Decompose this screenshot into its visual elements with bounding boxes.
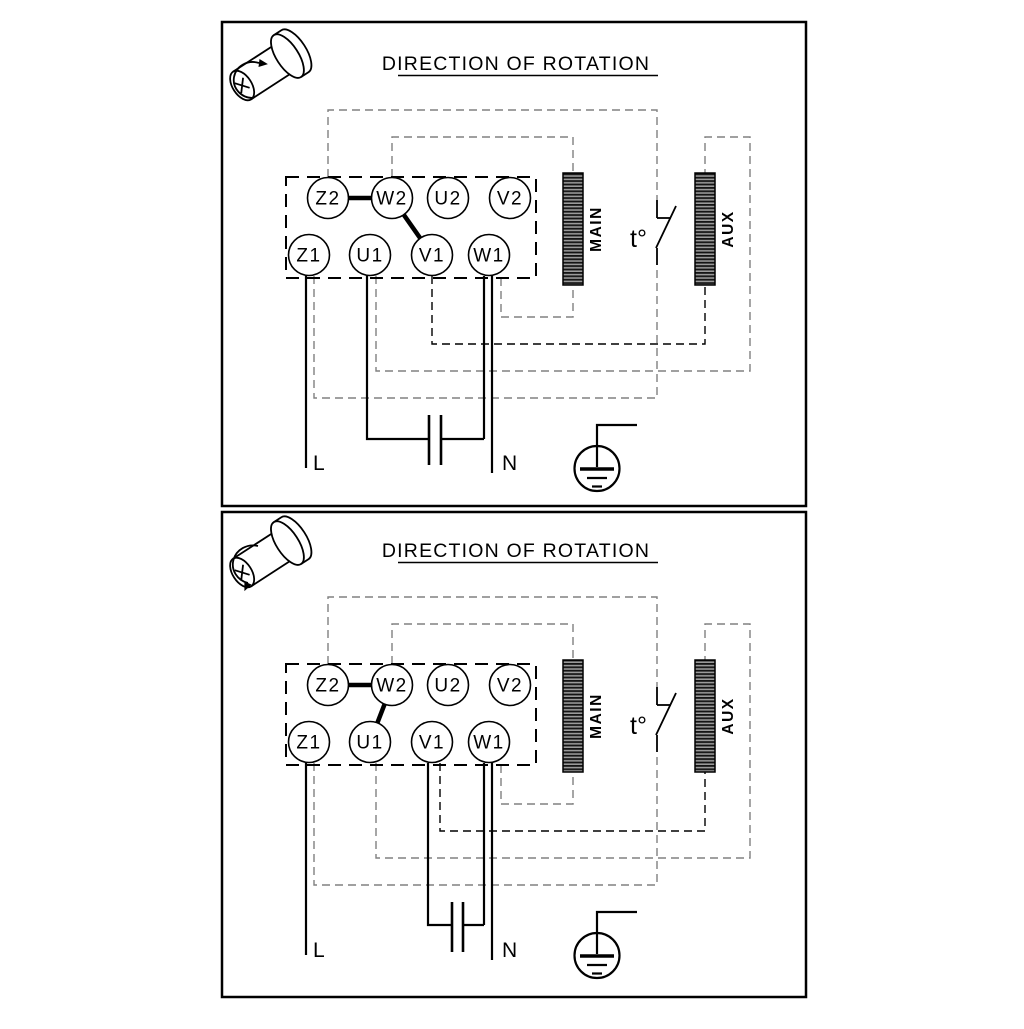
- terminal-v2-label: V2: [496, 675, 524, 697]
- line-label: L: [313, 452, 325, 475]
- terminal-v1-label: V1: [418, 732, 446, 754]
- neutral-label: N: [502, 452, 518, 475]
- terminal-z1: [289, 722, 330, 763]
- terminal-w2-label: W2: [376, 675, 408, 697]
- terminal-w2: [372, 178, 413, 219]
- panel-2-title: DIRECTION OF ROTATION: [381, 540, 651, 562]
- terminal-w2-label: W2: [376, 188, 408, 210]
- aux-winding-label: AUX: [720, 210, 737, 248]
- terminal-z2: [308, 665, 349, 706]
- panel-1-title: DIRECTION OF ROTATION: [381, 53, 651, 75]
- terminal-v2: [490, 178, 531, 219]
- terminal-u2: [428, 178, 469, 219]
- terminal-v1: [412, 722, 453, 763]
- main-winding-label: MAIN: [588, 693, 605, 739]
- terminal-v1-label: V1: [418, 245, 446, 267]
- terminal-z1-label: Z1: [296, 732, 322, 754]
- terminal-z2: [308, 178, 349, 219]
- terminal-w2: [372, 665, 413, 706]
- thermal-switch-label: t°: [630, 712, 647, 740]
- terminal-u1-label: U1: [356, 732, 384, 754]
- terminal-z1: [289, 235, 330, 276]
- thermal-switch-label: t°: [630, 225, 647, 253]
- terminal-z2-label: Z2: [315, 675, 341, 697]
- terminal-v2-label: V2: [496, 188, 524, 210]
- terminal-z1-label: Z1: [296, 245, 322, 267]
- terminal-u1: [350, 235, 391, 276]
- terminal-u2-label: U2: [434, 675, 462, 697]
- main-winding-label: MAIN: [588, 206, 605, 252]
- terminal-w1-label: W1: [473, 245, 505, 267]
- terminal-z2-label: Z2: [315, 188, 341, 210]
- aux-winding-label: AUX: [720, 697, 737, 735]
- terminal-u2: [428, 665, 469, 706]
- terminal-w1: [469, 235, 510, 276]
- neutral-label: N: [502, 939, 518, 962]
- terminal-u1-label: U1: [356, 245, 384, 267]
- terminal-w1: [469, 722, 510, 763]
- line-label: L: [313, 939, 325, 962]
- terminal-w1-label: W1: [473, 732, 505, 754]
- terminal-v2: [490, 665, 531, 706]
- terminal-v1: [412, 235, 453, 276]
- terminal-u1: [350, 722, 391, 763]
- terminal-u2-label: U2: [434, 188, 462, 210]
